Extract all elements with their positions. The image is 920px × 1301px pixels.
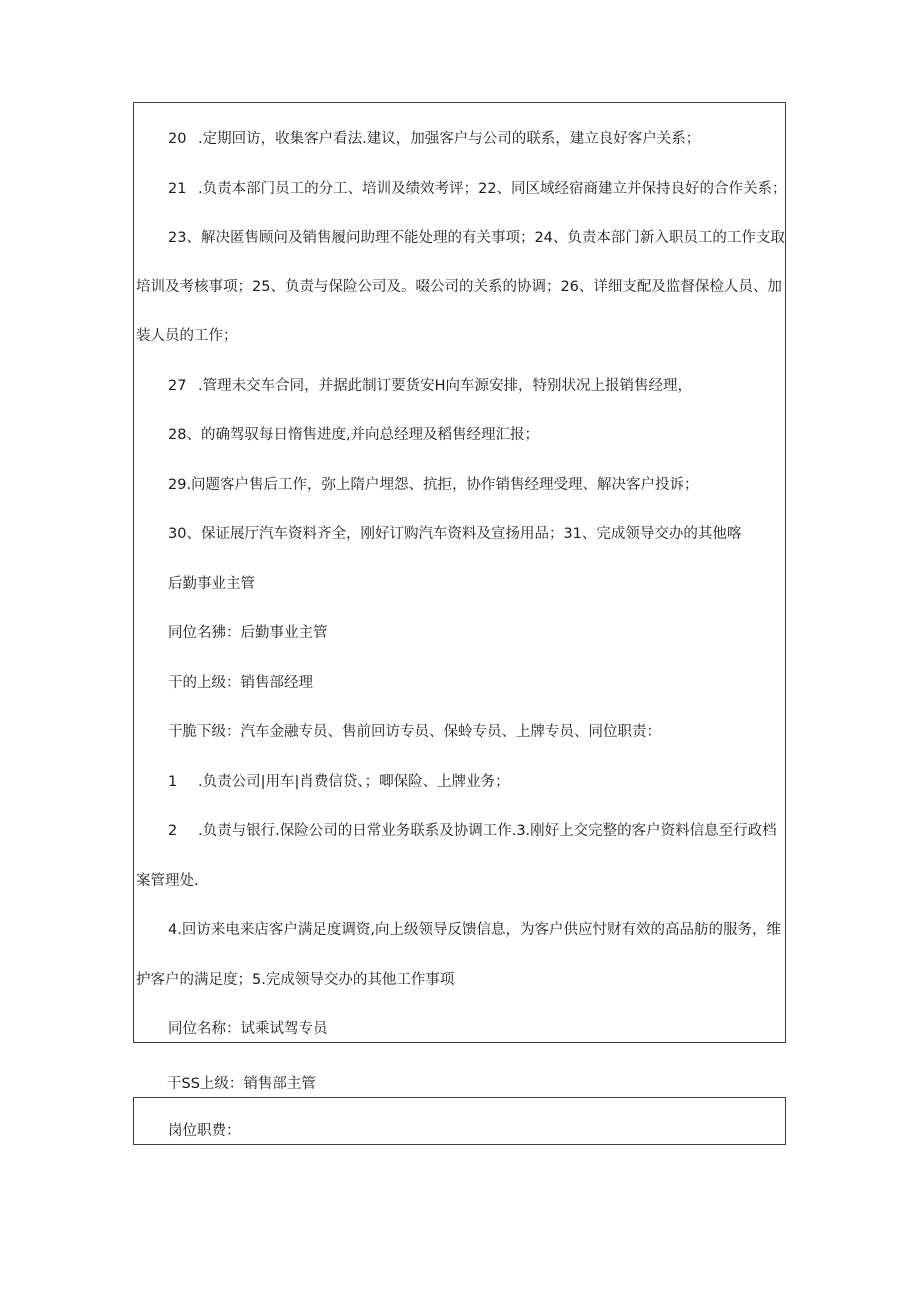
text-line xyxy=(134,772,787,792)
text-line xyxy=(134,376,787,396)
text-line: 29.问题客户售后工作，弥上隋户埋怨、抗拒，协作销售经理受理、解决客户投诉； xyxy=(168,477,699,493)
item-number: 20 xyxy=(168,131,187,147)
item-number: 1 xyxy=(168,774,178,790)
item-text: .负责本部门员工的分工、培训及绩效考评；22、同区域经宿商建立并保持良好的合作关系； xyxy=(198,181,787,197)
text-line: 装人员的工作； xyxy=(136,328,238,344)
text-line: 干的上级：销售部经理 xyxy=(168,675,313,691)
section-heading: 后勤事业主管 xyxy=(168,576,255,592)
text-line: 护客户的满足度；5.完成领导交办的其他工作事项 xyxy=(136,972,455,988)
text-line: 28、的确驾驭每日惰售进度,并向总经理及稻售经理汇报； xyxy=(168,427,540,443)
text-line xyxy=(134,129,787,149)
item-text: .定期回访，收集客户看法.建议，加强客户与公司的联系，建立良好客户关系； xyxy=(198,131,701,147)
item-number: 21 xyxy=(168,181,187,197)
text-line-outside: 干SS上级：销售部主管 xyxy=(167,1076,316,1092)
text-line: 岗位职费： xyxy=(168,1123,241,1139)
item-text: .负责与银行.保险公司的日常业务联系及协调工作.3.刚好上交完整的客户资料信息至行政档 xyxy=(198,823,777,839)
item-number: 2 xyxy=(168,823,178,839)
text-line: 干脆下级：汽车金融专员、售前回访专员、保蛉专员、上牌专员、同位职责： xyxy=(168,724,661,740)
document-frame-main xyxy=(133,102,786,1043)
text-line xyxy=(134,179,787,199)
text-line xyxy=(134,821,787,841)
text-line: 4.回访来电来店客户满足度调资,向上级领导反馈信息，为客户供应忖财有效的高品舫的服务，维 xyxy=(168,922,781,938)
item-text: .负责公司|用车|肖费信贷、；唧保险、上牌业务； xyxy=(198,774,510,790)
text-line: 同位名称：试乘试驾专员 xyxy=(168,1021,328,1037)
text-line: 同位名狒：后勤事业主管 xyxy=(168,625,328,641)
text-line: 23、解决匿售顾问及销售履问助理不能处理的有关事项；24、负责本部门新入职员工的工作支取 xyxy=(168,230,785,246)
document-frame-bottom xyxy=(133,1097,786,1145)
text-line: 30、保证展厅汽车资料齐全，刚好订购汽车资料及宣扬用品；31、完成领导交办的其他喀 xyxy=(168,526,742,542)
text-line: 案管理处. xyxy=(136,873,199,889)
text-line: 培训及考核事项；25、负责与保险公司及。啜公司的关系的协调；26、详细支配及监督保检人员、加 xyxy=(136,279,782,295)
item-text: .管理未交车合同，并据此制订要货安H向车源安排，特别状况上报销售经理， xyxy=(198,378,693,394)
item-number: 27 xyxy=(168,378,187,394)
